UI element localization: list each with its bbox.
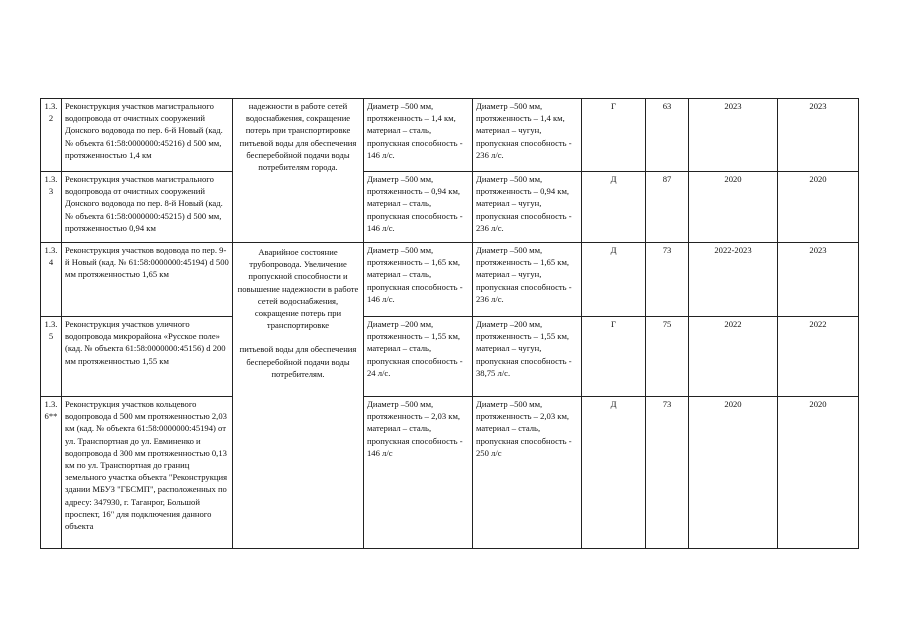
params-after: Диаметр –500 мм, протяженность – 1,4 км, материал – чугун, пропускная способность - 236 л/с.: [473, 99, 582, 172]
row-number: 1.3.2: [41, 99, 62, 172]
period-cell: 2023: [689, 99, 778, 172]
params-before: Диаметр –500 мм, протяженность – 1,4 км, материал – сталь, пропускная способность - 146 л/с.: [364, 99, 473, 172]
value-cell: 73: [646, 397, 689, 549]
params-before: Диаметр –500 мм, протяженность – 0,94 км, материал – сталь, пропускная способность - 146 л/с.: [364, 172, 473, 243]
params-after: Диаметр –500 мм, протяженность – 1,65 км, материал – чугун, пропускная способность - 236 л/с.: [473, 243, 582, 317]
row-number: 1.3.4: [41, 243, 62, 317]
table-row: [41, 397, 859, 549]
params-before: Диаметр –500 мм, протяженность – 2,03 км, материал – сталь, пропускная способность - 146 л/с: [364, 397, 473, 549]
measures-table: [40, 98, 859, 549]
measure-name: Реконструкция участков кольцевого водопровода d 500 мм протяженностью 2,03 км (кад. № объекта 61:58:0000000:45194) от ул. Транспортная до ул. Евминенко и водопровода d 300 мм протяженностью 0,13 км по ул. Транспортная до границ земельного участка объекта "Реконструкция здании МБУЗ "ГБСМП", расположенных по адресу: 347930, г. Таганрог, Большой проспект, 16" для подключения данного объекта: [62, 397, 233, 549]
period-cell: 2020: [689, 172, 778, 243]
value-cell: 87: [646, 172, 689, 243]
value-cell: 75: [646, 317, 689, 397]
params-after: Диаметр –500 мм, протяженность – 0,94 км, материал – чугун, пропускная способность - 236 л/с.: [473, 172, 582, 243]
row-number: 1.3.3: [41, 172, 62, 243]
table-row: [41, 243, 859, 317]
measure-name: Реконструкция участков магистрального водопровода от очистных сооружений Донского водовода по пер. 6-й Новый (кад.№ объекта 61:58:0000000:45216) d 500 мм, протяженностью 1,4 км: [62, 99, 233, 172]
params-after: Диаметр –200 мм, протяженность – 1,55 км, материал – чугун, пропускная способность - 38,75 л/с.: [473, 317, 582, 397]
year-cell: 2020: [778, 397, 859, 549]
row-number: 1.3.6**: [41, 397, 62, 549]
params-before: Диаметр –500 мм, протяженность – 1,65 км, материал – сталь, пропускная способность - 146 л/с.: [364, 243, 473, 317]
value-cell: 63: [646, 99, 689, 172]
measure-name: Реконструкция участков магистрального водопровода от очистных сооружений Донского водовода по пер. 8-й Новый (кад. № объекта 61:58:0000000:45215) d 500 мм, протяженностью 0,94 км: [62, 172, 233, 243]
year-cell: 2023: [778, 99, 859, 172]
category-cell: Д: [582, 243, 646, 317]
year-cell: 2022: [778, 317, 859, 397]
purpose-cell: [233, 243, 364, 549]
year-cell: 2020: [778, 172, 859, 243]
table-row: [41, 317, 859, 397]
period-cell: 2022: [689, 317, 778, 397]
row-number: 1.3.5: [41, 317, 62, 397]
measure-name: Реконструкция участков водовода по пер. 9-й Новый (кад. № 61:58:0000000:45194) d 500 мм протяженностью 1,65 км: [62, 243, 233, 317]
period-cell: 2022-2023: [689, 243, 778, 317]
category-cell: Д: [582, 397, 646, 549]
category-cell: Г: [582, 317, 646, 397]
params-before: Диаметр –200 мм, протяженность – 1,55 км, материал – сталь, пропускная способность - 24 л/с.: [364, 317, 473, 397]
category-cell: Д: [582, 172, 646, 243]
period-cell: 2020: [689, 397, 778, 549]
purpose-cell: надежности в работе сетей водоснабжения, сокращение потерь при транспортировке питьевой воды для обеспечения бесперебойной подачи воды потребителям города.: [233, 99, 364, 243]
params-after: Диаметр –500 мм, протяженность – 2,03 км, материал – сталь, пропускная способность - 250 л/с: [473, 397, 582, 549]
value-cell: 73: [646, 243, 689, 317]
category-cell: Г: [582, 99, 646, 172]
measure-name: Реконструкция участков уличного водопровода микрорайона «Русское поле» (кад. № объекта 61:58:0000000:45156) d 200 мм протяженностью 1,55 км: [62, 317, 233, 397]
table-row: [41, 172, 859, 243]
purpose-text-a: Аварийное состояние трубопровода. Увеличение пропускной способности и повышение надежности в работе сетей водоснабжения, сокращение потерь при транспортировке: [237, 247, 359, 331]
table-row: [41, 99, 859, 172]
year-cell: 2023: [778, 243, 859, 317]
purpose-text-b: питьевой воды для обеспечения бесперебойной подачи воды потребителям.: [239, 344, 357, 379]
